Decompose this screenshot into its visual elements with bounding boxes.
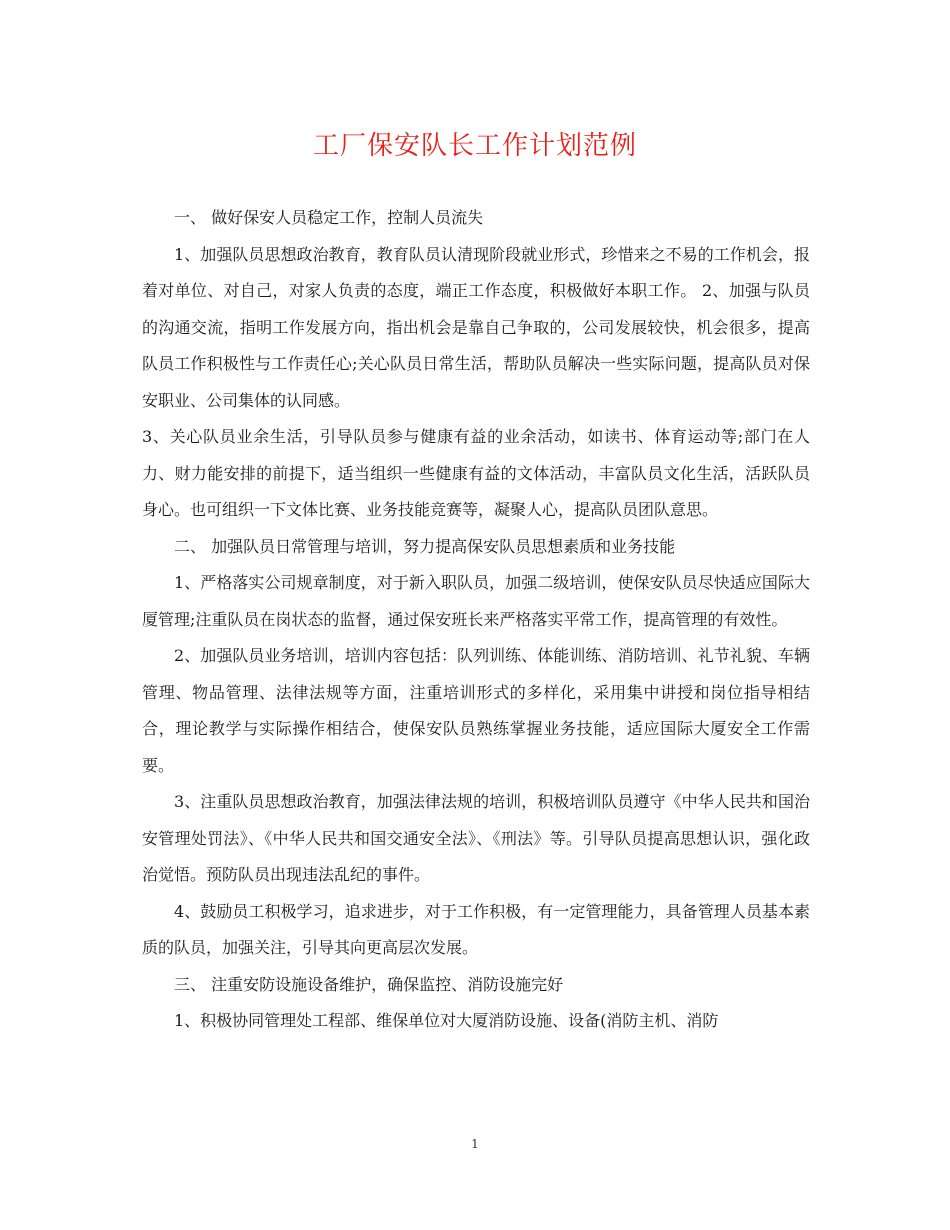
paragraph: 1、严格落实公司规章制度，对于新入职队员，加强二级培训，使保安队员尽快适应国际大厦管理;注重队员在岗状态的监督，通过保安班长来严格落实平常工作，提高管理的有效性。 [142, 573, 810, 629]
page-number: 1 [471, 1137, 479, 1151]
section-heading-1: 一、 做好保安人员稳定工作，控制人员流失 [174, 208, 484, 227]
paragraph: 3、注重队员思想政治教育，加强法律法规的培训，积极培训队员遵守《中华人民共和国治安管理处罚法》、《中华人民共和国交通安全法》、《刑法》等。引导队员提高思想认识，强化政治觉悟。预防队员出现违法乱纪的事件。 [142, 792, 810, 884]
section-heading-2: 二、 加强队员日常管理与培训，努力提高保安队员思想素质和业务技能 [174, 536, 676, 556]
section-heading-3: 三、 注重安防设施设备维护，确保监控、消防设施完好 [174, 974, 564, 994]
document-body [142, 200, 810, 1040]
document-title: 工厂保安队长工作计划范例 [312, 131, 637, 161]
paragraph: 2、加强队员业务培训，培训内容包括：队列训练、体能训练、消防培训、礼节礼貌、车辆管理、物品管理、法律法规等方面，注重培训形式的多样化，采用集中讲授和岗位指导相结合，理论教学与实际操作相结合，使保安队员熟练掌握业务技能，适应国际大厦安全工作需要。 [142, 646, 810, 775]
paragraph: 1、加强队员思想政治教育，教育队员认清现阶段就业形式，珍惜来之不易的工作机会，报着对单位、对自己，对家人负责的态度，端正工作态度，积极做好本职工作。 2、加强与队员的沟通交流，指明工作发展方向，指出机会是靠自己争取的，公司发展较快，机会很多，提高队员工作积极性与工作责任心;关心队员日常生活，帮助队员解决一些实际问题，提高队员对保安职业、公司集体的认同感。 [142, 244, 810, 410]
paragraph: 3、关心队员业余生活，引导队员参与健康有益的业余活动，如读书、体育运动等;部门在人力、财力能安排的前提下，适当组织一些健康有益的文体活动，丰富队员文化生活，活跃队员身心。也可组织一下文体比赛、业务技能竞赛等，凝聚人心，提高队员团队意思。 [142, 427, 810, 519]
paragraph: 4、鼓励员工积极学习，追求进步，对于工作积极，有一定管理能力，具备管理人员基本素质的队员，加强关注，引导其向更高层次发展。 [142, 901, 810, 957]
paragraph: 1、积极协同管理处工程部、维保单位对大厦消防设施、设备(消防主机、消防 [174, 1011, 719, 1030]
